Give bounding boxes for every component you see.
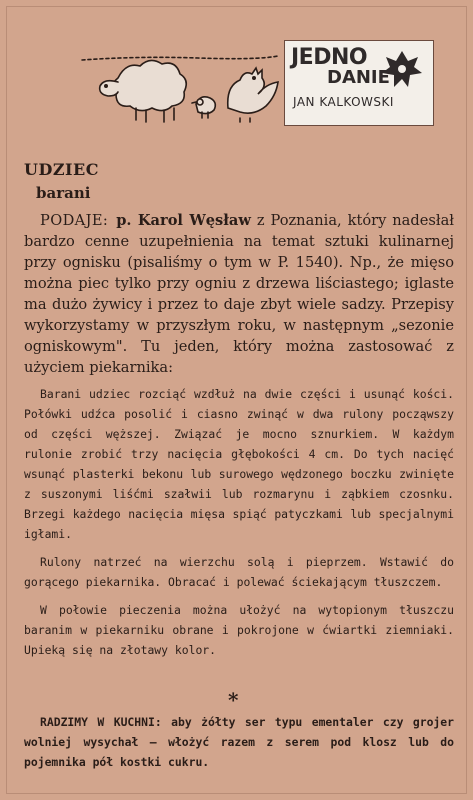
article-subtitle: barani — [36, 184, 91, 202]
farm-animals-illustration — [78, 38, 288, 124]
intro-lead: PODAJE: — [40, 212, 109, 229]
recipe-paragraph: W połowie pieczenia można ułożyć na wytopionym tłuszczu baranim w piekarniku obrane i pokrojone w ćwiartki ziemniaki. Upieką się na złotawy kolor. — [24, 603, 454, 657]
kitchen-tip-text: aby żółty ser typu ementaler czy grojer wolniej wysychał — włożyć razem z serem pod klosz lub do pojemnika pół kostki cukru. — [24, 715, 455, 769]
column-logo-title: JEDNO — [291, 45, 368, 70]
article-title: UDZIEC — [24, 160, 99, 179]
column-logo — [284, 40, 434, 126]
column-logo-subtitle: DANIE — [327, 67, 390, 88]
column-author: JAN KALKOWSKI — [293, 95, 394, 109]
bird-emblem-icon — [379, 47, 425, 93]
recipe-paragraph: Rulony natrzeć na wierzchu solą i pieprzem. Wstawić do gorącego piekarnika. Obracać i polewać ściekającym tłuszczem. — [24, 555, 454, 589]
intro-paragraph — [24, 210, 454, 378]
intro-person: p. Karol Węsław — [116, 212, 251, 229]
kitchen-tip-lead: RADZIMY W KUCHNI: — [40, 715, 162, 729]
recipe-paragraph: Barani udziec rozciąć wzdłuż na dwie części i usunąć kości. Połówki udźca posolić i ciasno zwinąć w dwa rulony począwszy od części węższej. Związać je mocno sznurkiem. W każdym rulonie zrobić trzy nacięcia głębokości 4 cm. Do tych nacięć wsunąć plasterki bekonu lub surowego wędzonego boczku zwinięte z suszonymi liśćmi szałwii lub rozmarynu i ząbkiem czosnku. Brzegi każdego nacięcia mięsa spiąć patyczkami lub specjalnymi igłami. — [24, 387, 454, 541]
kitchen-tip — [24, 712, 454, 772]
recipe-text — [24, 384, 454, 668]
section-separator: * — [228, 688, 239, 712]
intro-text: z Poznania, który nadesłał bardzo cenne uzupełnienia na temat sztuki kulinarnej przy ognisku (pisaliśmy o tym w P. 1540). Np., że mięso można piec tylko przy ogniu z drzewa liściastego; iglaste ma dużo żywicy i przez to daje zbyt wiele sadzy. Przepisy wykorzystamy w przyszłym roku, w następnym „sezonie ogniskowym". Tu jeden, który można zastosować z użyciem piekarnika: — [24, 212, 455, 376]
